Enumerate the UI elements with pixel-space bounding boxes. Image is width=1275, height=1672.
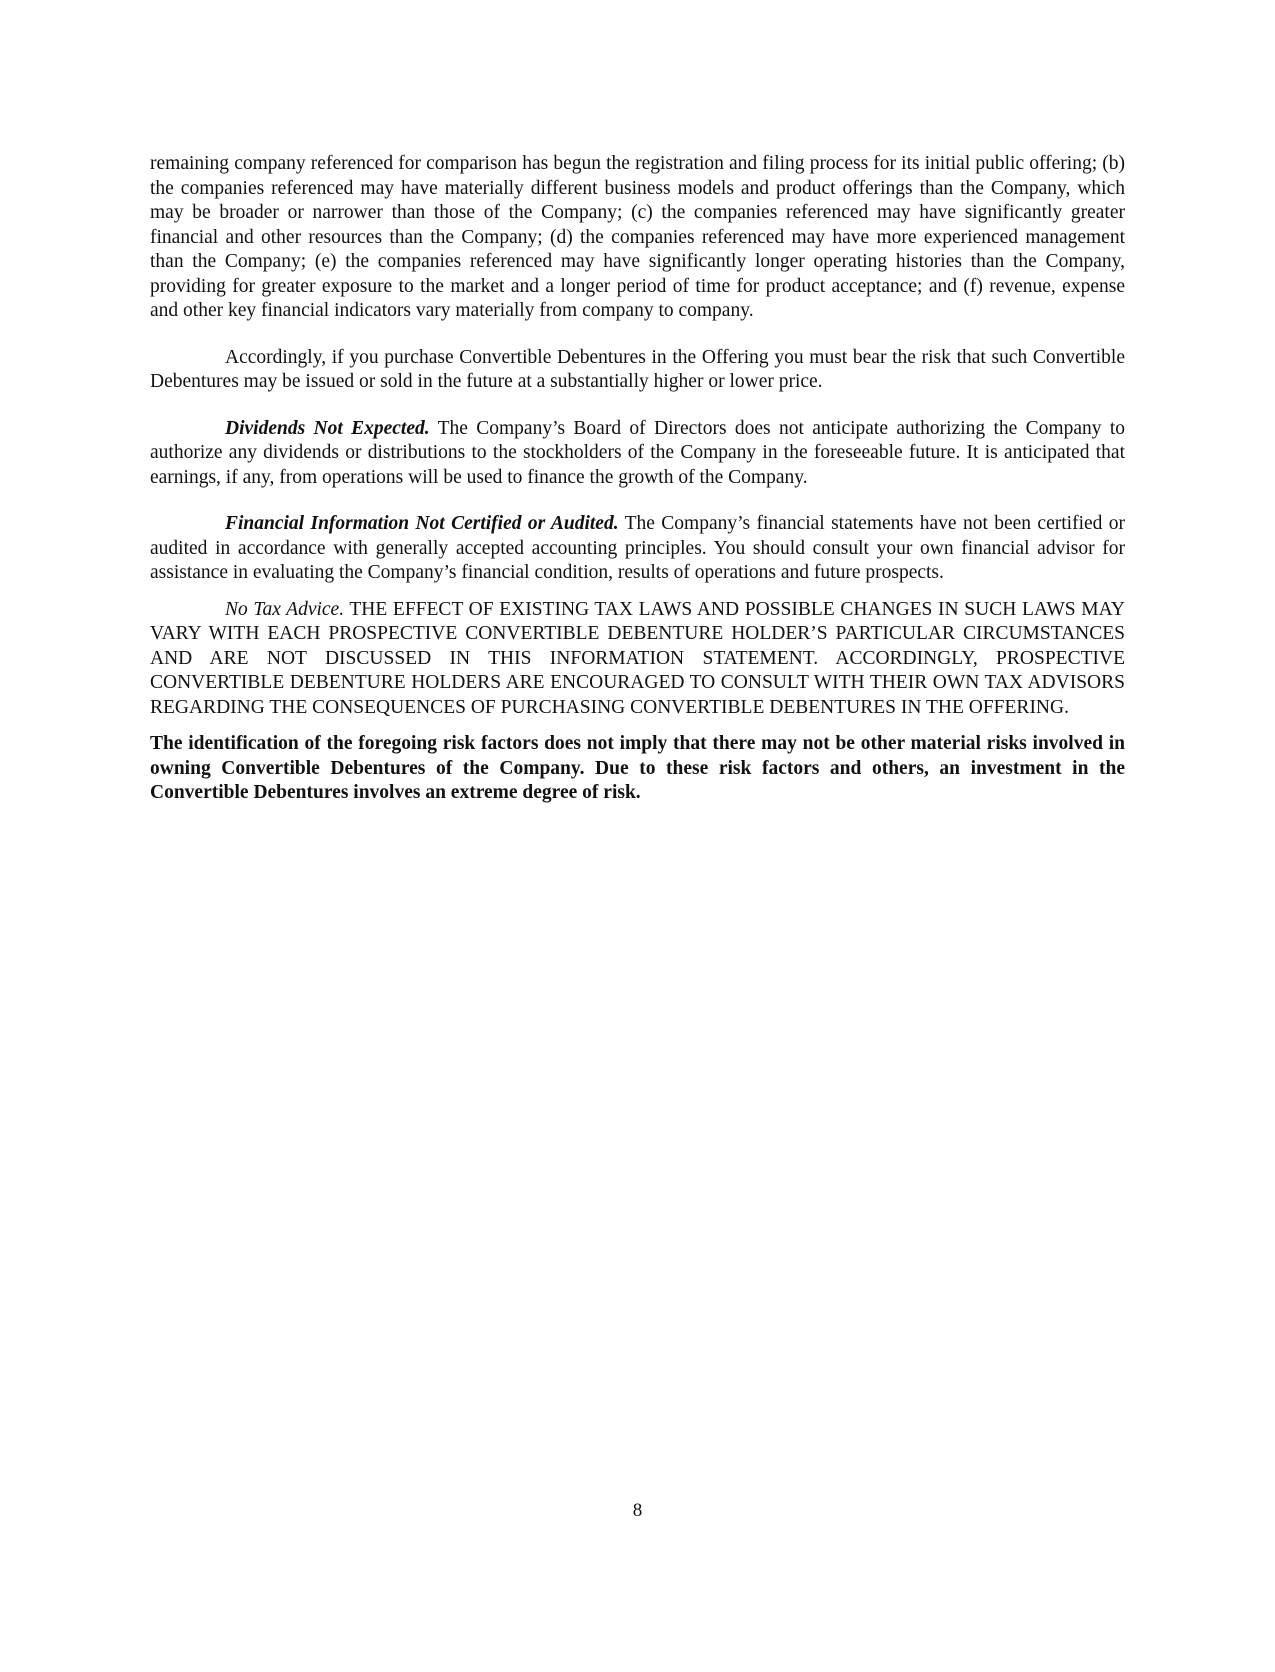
paragraph-comparison-caveats: remaining company referenced for comparison has begun the registration and filing process for its initial public offering; (b) the companies referenced may have materially different business models and product offerings than the Company, which may be broader or narrower than those of the Company; (c) the companies referenced may have significantly greater financial and other resources than the Company; (d) the companies referenced may have more experienced management than the Company; (e) the companies referenced may have significantly longer operating histories than the Company, providing for greater exposure to the market and a longer period of time for product acceptance; and (f) revenue, expense and other key financial indicators vary materially from company to company.: [150, 153, 1125, 321]
document-body: [150, 152, 1125, 806]
paragraph-price-risk: Accordingly, if you purchase Convertible Debentures in the Offering you must bear the risk that such Convertible Debentures may be issued or sold in the future at a substantially higher or lower price.: [150, 346, 1125, 392]
page-number: 8: [632, 1500, 643, 1521]
financial-information-body-text: The Company’s financial statements have not been certified or audited in accordance with generally accepted accounting principles. You should consult your own financial advisor for assistance in evaluating the Company’s financial condition, results of operations and future prospects.: [150, 513, 1126, 583]
dividends-body-text: The Company’s Board of Directors does not anticipate authorizing the Company to authorize any dividends or distributions to the stockholders of the Company in the foreseeable future. It is anticipated that earnings, if any, from operations will be used to finance the growth of the Company.: [150, 417, 1125, 488]
heading-no-tax-advice: No Tax Advice.: [225, 598, 345, 620]
heading-dividends-not-expected: Dividends Not Expected.: [225, 417, 430, 439]
heading-financial-information-not-certified: Financial Information Not Certified or Audited.: [225, 513, 619, 534]
paragraph-dividends: [150, 417, 1125, 491]
paragraph-financial-information: [150, 512, 1125, 586]
paragraph-no-tax-advice: [150, 598, 1125, 721]
no-tax-advice-body-text: THE EFFECT OF EXISTING TAX LAWS AND POSSIBLE CHANGES IN SUCH LAWS MAY VARY WITH EACH PROSPECTIVE CONVERTIBLE DEBENTURE HOLDER’S PARTICULAR CIRCUMSTANCES AND ARE NOT DISCUSSED IN THIS INFORMATION STATEMENT. ACCORDINGLY, PROSPECTIVE CONVERTIBLE DEBENTURE HOLDERS ARE ENCOURAGED TO CONSULT WITH THEIR OWN TAX ADVISORS REGARDING THE CONSEQUENCES OF PURCHASING CONVERTIBLE DEBENTURES IN THE OFFERING.: [150, 598, 1125, 718]
paragraph-risk-summary: The identification of the foregoing risk factors does not imply that there may not be other material risks involved in owning Convertible Debentures of the Company. Due to these risk factors and others, an investment in the Convertible Debentures involves an extreme degree of risk.: [150, 733, 1125, 803]
